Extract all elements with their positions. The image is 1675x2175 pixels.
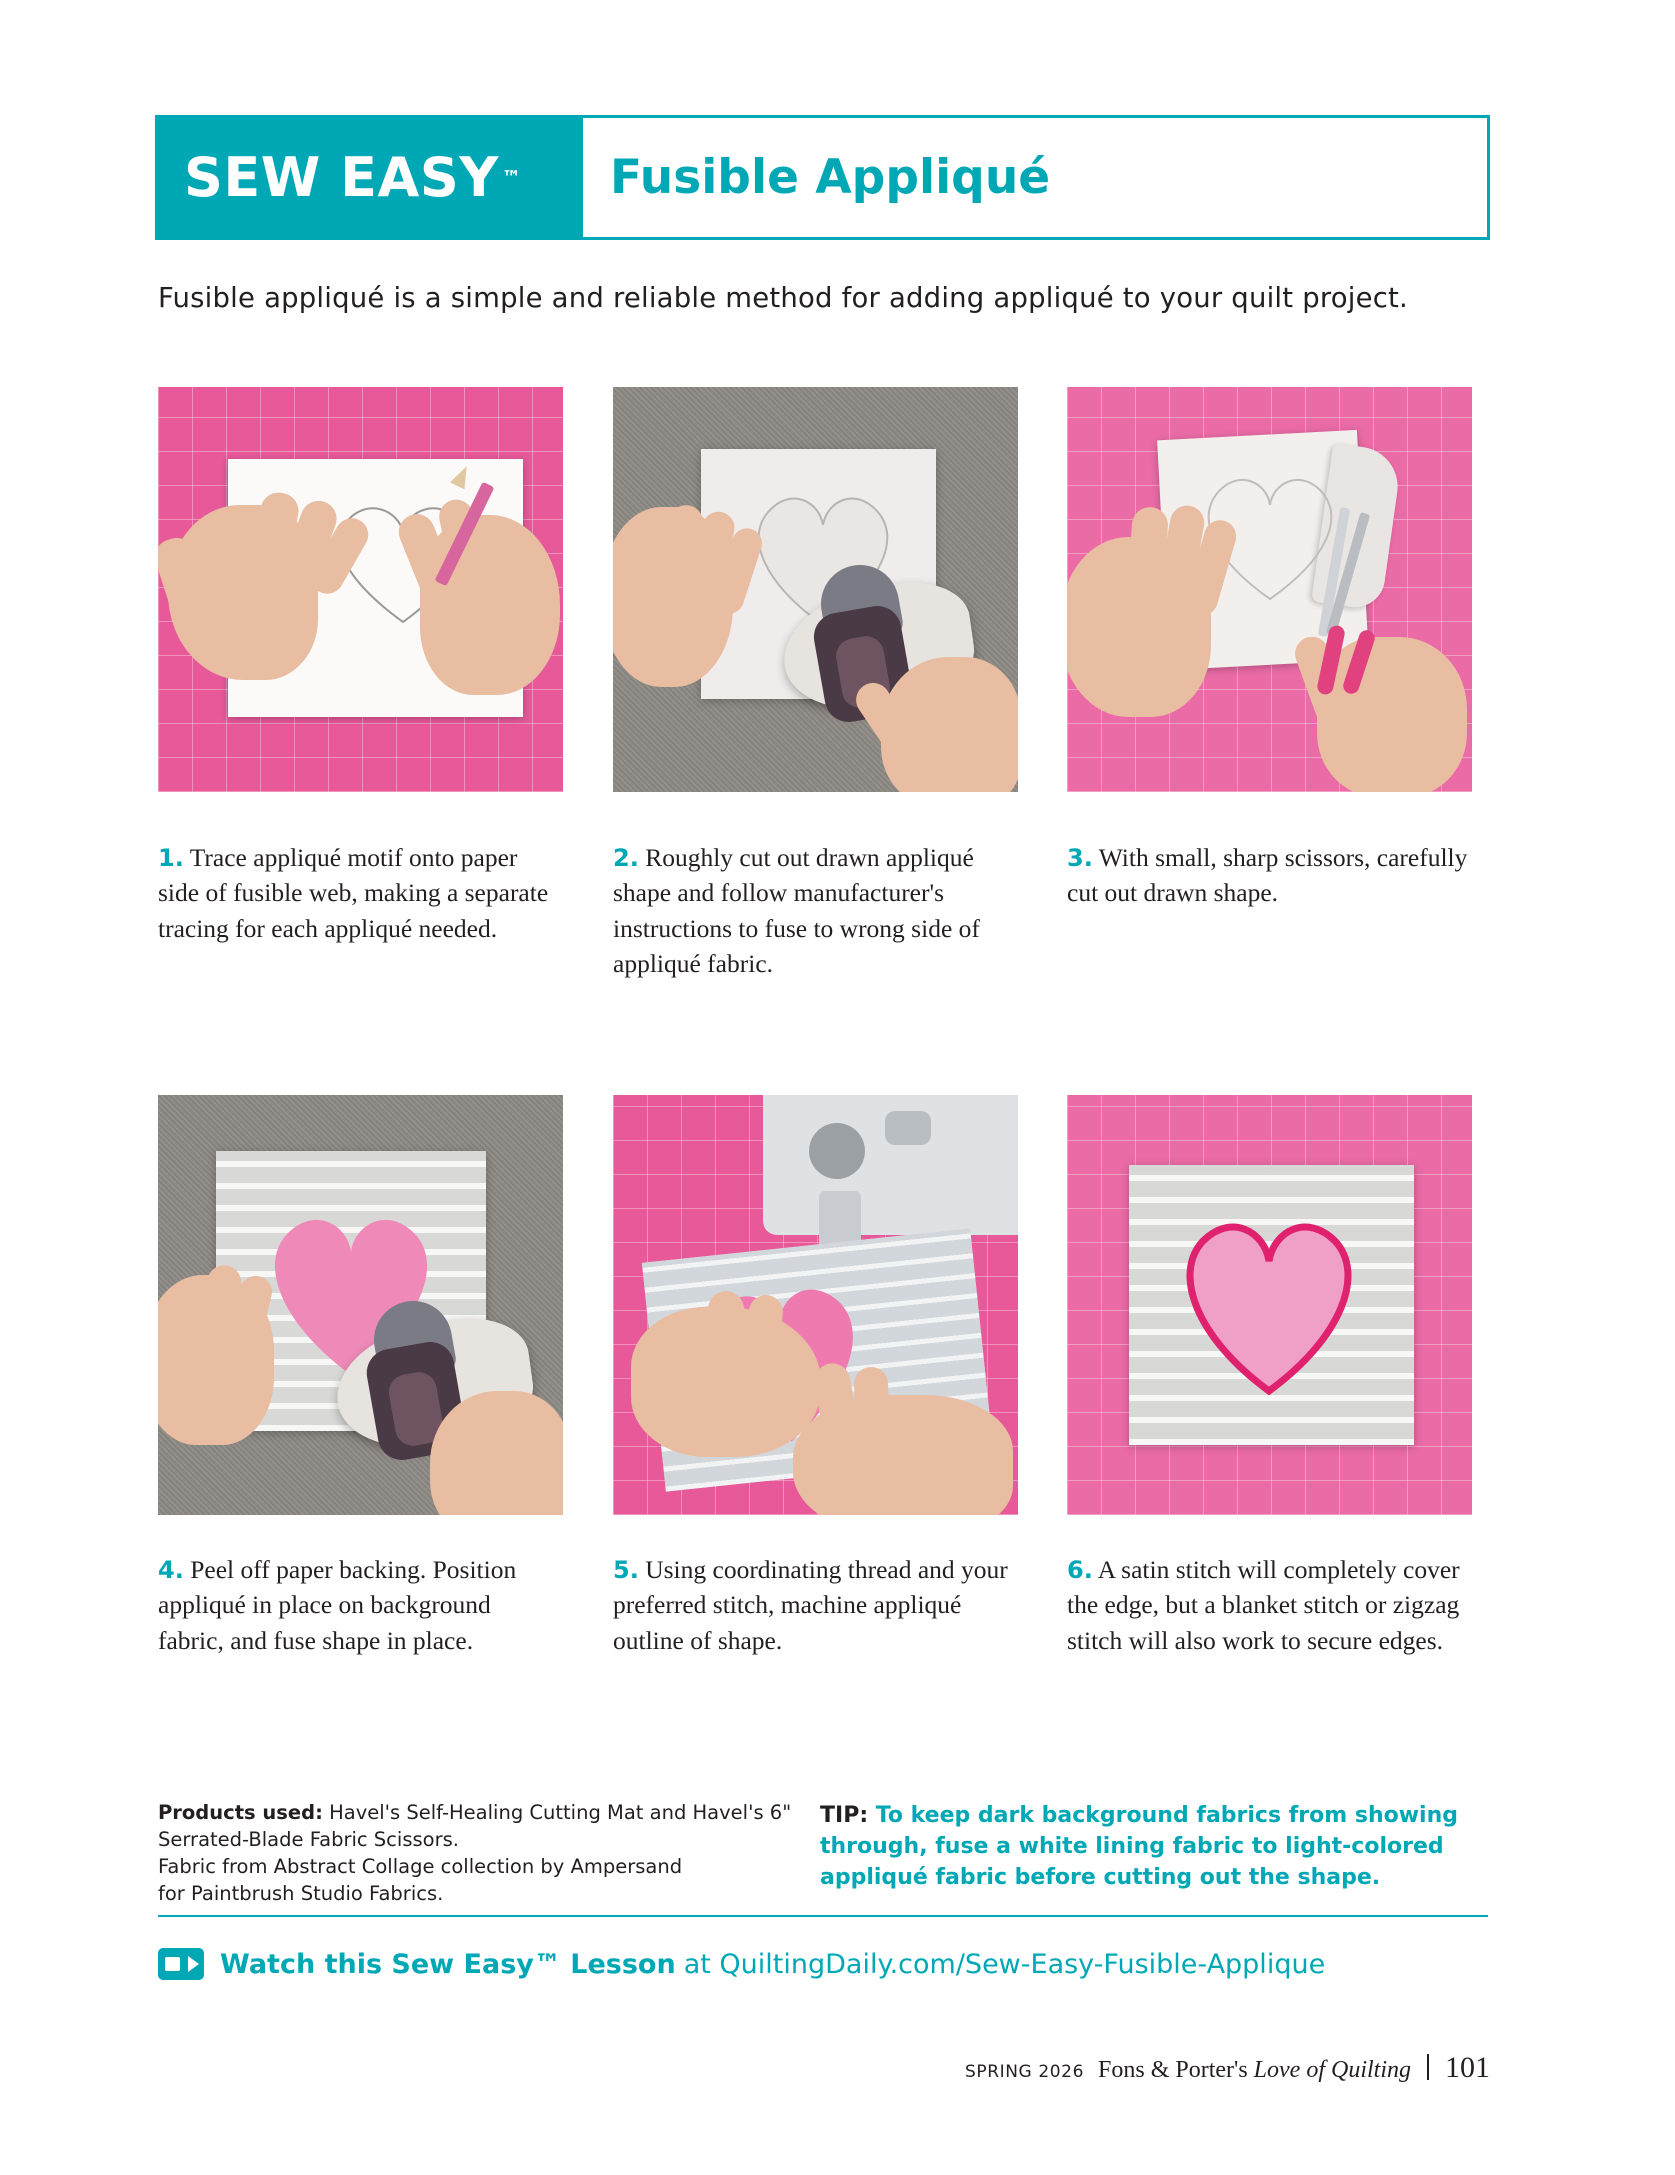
video-camera-icon [158, 1948, 204, 1980]
step-1-caption [158, 840, 558, 946]
step-2-caption [613, 840, 1033, 982]
products-used-line4: for Paintbrush Studio Fabrics. [158, 1881, 444, 1905]
trademark-symbol: ™ [501, 166, 521, 189]
step-3-caption [1067, 840, 1487, 911]
step-3-photo [1067, 387, 1472, 792]
products-used-line1: Havel's Self-Healing Cutting Mat and Havel's 6" [322, 1801, 792, 1824]
step-1-photo [158, 387, 563, 792]
products-used-block [158, 1800, 798, 1908]
page-footer [965, 2051, 1490, 2085]
tip-text: To keep dark background fabrics from showing through, fuse a white lining fabric to light-colored appliqué fabric before cutting out the shape. [820, 1803, 1458, 1891]
step-4-caption [158, 1552, 558, 1658]
header-title-area [583, 118, 1487, 237]
step-6-photo [1067, 1095, 1472, 1515]
footer-magazine [1098, 2057, 1411, 2084]
step-2-photo [613, 387, 1018, 792]
page-title: Fusible Appliqué [610, 150, 1051, 205]
step-4-number: 4. [158, 1556, 184, 1584]
step-3-text: With small, sharp scissors, carefully cut out drawn shape. [1067, 843, 1468, 908]
step-2-number: 2. [613, 844, 639, 872]
step-4-photo [158, 1095, 563, 1515]
page-header-banner [155, 115, 1490, 240]
watch-lesson-url[interactable]: at QuiltingDaily.com/Sew-Easy-Fusible-Applique [683, 1948, 1326, 1980]
step-6-text: A satin stitch will completely cover the edge, but a blanket stitch or zigzag stitch will also work to secure edges. [1067, 1555, 1460, 1655]
sew-easy-logo [158, 118, 583, 237]
step-5-number: 5. [613, 1556, 639, 1584]
products-used-line2: Serrated-Blade Fabric Scissors. [158, 1827, 459, 1851]
products-used-label: Products used: [158, 1801, 323, 1824]
footer-divider [1427, 2054, 1429, 2080]
tip-label: TIP: [820, 1803, 869, 1828]
footer-magazine-prefix: Fons & Porter's [1098, 2057, 1254, 2083]
step-1-text: Trace appliqué motif onto paper side of fusible web, making a separate tracing for each appliqué needed. [158, 843, 549, 943]
tip-block [820, 1800, 1490, 1894]
step-4-text: Peel off paper backing. Position appliqué in place on background fabric, and fuse shape in place. [158, 1555, 517, 1655]
step-3-number: 3. [1067, 844, 1093, 872]
watch-lesson-row[interactable] [158, 1940, 1488, 1988]
step-5-photo [613, 1095, 1018, 1515]
watch-lesson-label: Watch this Sew Easy™ Lesson [220, 1948, 676, 1980]
step-2-text: Roughly cut out drawn appliqué shape and follow manufacturer's instructions to fuse to wrong side of appliqué fabric. [613, 843, 980, 979]
products-used-line3: Fabric from Abstract Collage collection by Ampersand [158, 1854, 683, 1878]
step-5-caption [613, 1552, 1013, 1658]
sew-easy-brand-text: SEW EASY [184, 146, 499, 209]
step-5-text: Using coordinating thread and your preferred stitch, machine appliqué outline of shape. [613, 1555, 1008, 1655]
footer-magazine-italic: Love of Quilting [1253, 2057, 1411, 2083]
footer-issue: SPRING 2026 [964, 2062, 1084, 2082]
step-1-number: 1. [158, 844, 184, 872]
step-6-number: 6. [1067, 1556, 1093, 1584]
footer-page-number: 101 [1445, 2051, 1490, 2084]
intro-paragraph: Fusible appliqué is a simple and reliable method for adding appliqué to your quilt project. [158, 282, 1408, 314]
section-divider [158, 1915, 1488, 1917]
step-6-caption [1067, 1552, 1487, 1658]
